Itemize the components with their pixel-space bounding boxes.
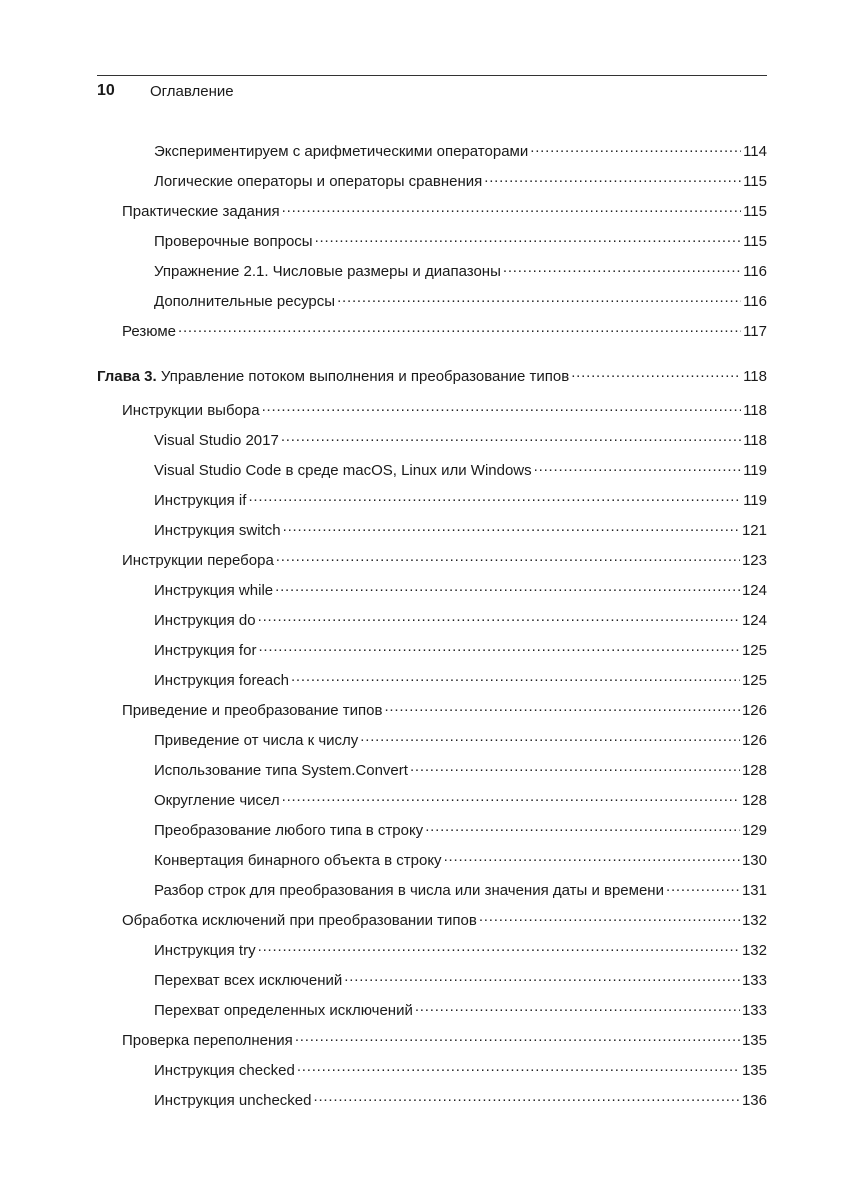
- toc-entry-title: Перехват всех исключений: [154, 972, 343, 989]
- toc-entry-title: Инструкция while: [154, 582, 274, 599]
- toc-page-number: 118: [743, 432, 767, 449]
- dot-leader: [315, 232, 741, 246]
- toc-entry-title: Резюме: [122, 323, 176, 340]
- toc-entry-title: Инструкция for: [154, 642, 257, 659]
- toc-page-number: 131: [741, 882, 767, 899]
- toc-entry-title: Дополнительные ресурсы: [154, 293, 336, 310]
- toc-entry-title: Visual Studio Code в среде macOS, Linux или Windows: [154, 462, 532, 479]
- toc-entry-title: [97, 366, 569, 388]
- dot-leader: [281, 431, 741, 445]
- dot-leader: [282, 202, 741, 216]
- dot-leader: [178, 322, 741, 336]
- toc-entry-row: [154, 850, 767, 872]
- toc-entry-title: Инструкция foreach: [154, 672, 289, 689]
- toc-entry-row: [154, 1000, 767, 1022]
- toc-page-number: 135: [741, 1032, 767, 1049]
- toc-entry-title: Перехват определенных исключений: [154, 1002, 413, 1019]
- toc-entry-row: [154, 520, 767, 542]
- dot-leader: [384, 701, 740, 715]
- toc-entry-row: [154, 261, 767, 283]
- toc-entry-title: Проверка переполнения: [122, 1032, 293, 1049]
- toc-entry-row: [122, 1030, 767, 1052]
- toc-entry-row: [154, 291, 767, 313]
- dot-leader: [291, 671, 740, 685]
- toc-entry-title: Использование типа System.Convert: [154, 762, 408, 779]
- toc-page-number: 125: [741, 672, 767, 689]
- toc-entry-title: Обработка исключений при преобразовании типов: [122, 912, 477, 929]
- toc-entry-title: Приведение от числа к числу: [154, 732, 359, 749]
- toc-page-number: 126: [741, 732, 767, 749]
- toc-page-number: 119: [743, 492, 767, 509]
- page-number: 10: [97, 82, 115, 99]
- toc-entry-title: Инструкции перебора: [122, 552, 274, 569]
- toc-entry-row: [154, 640, 767, 662]
- toc-page-number: 115: [743, 233, 767, 250]
- dot-leader: [410, 761, 740, 775]
- toc-entry-row: [154, 231, 767, 253]
- toc-page-number: 123: [741, 552, 767, 569]
- dot-leader: [337, 292, 741, 306]
- toc-page-number: 116: [743, 263, 767, 280]
- toc-entry-title: Преобразование любого типа в строку: [154, 822, 424, 839]
- header-rule: [97, 75, 767, 76]
- toc-entry-title: Инструкция unchecked: [154, 1092, 312, 1109]
- toc-entry-title: Проверочные вопросы: [154, 233, 313, 250]
- toc-page-number: 124: [741, 582, 767, 599]
- toc-page-number: 118: [743, 402, 767, 419]
- dot-leader: [425, 821, 740, 835]
- toc-entry-row: [154, 760, 767, 782]
- toc-entry-title: Visual Studio 2017: [154, 432, 279, 449]
- running-title: Оглавление: [150, 83, 234, 100]
- dot-leader: [344, 971, 740, 985]
- chapter-label: Глава 3.: [97, 368, 157, 385]
- dot-leader: [415, 1001, 740, 1015]
- dot-leader: [282, 791, 740, 805]
- dot-leader: [295, 1031, 740, 1045]
- toc-page-number: 132: [741, 912, 767, 929]
- toc-entry-row: [122, 550, 767, 572]
- toc-entry-row: [122, 700, 767, 722]
- toc-chapter-row: [97, 366, 767, 388]
- chapter-title: Управление потоком выполнения и преобразование типов: [160, 368, 570, 385]
- toc-entry-row: [154, 141, 767, 163]
- toc-entry-row: [122, 321, 767, 343]
- dot-leader: [248, 491, 741, 505]
- dot-leader: [666, 881, 740, 895]
- toc-entry-row: [154, 970, 767, 992]
- toc-entry-title: Округление чисел: [154, 792, 280, 809]
- toc-entry-row: [154, 610, 767, 632]
- toc-page-number: 136: [741, 1092, 767, 1109]
- toc-entry-title: Инструкция switch: [154, 522, 281, 539]
- dot-leader: [276, 551, 740, 565]
- dot-leader: [360, 731, 740, 745]
- toc-page-number: 115: [743, 173, 767, 190]
- dot-leader: [479, 911, 740, 925]
- toc-page-number: 132: [741, 942, 767, 959]
- toc-entry-row: [154, 820, 767, 842]
- toc-page-number: 128: [741, 792, 767, 809]
- dot-leader: [503, 262, 741, 276]
- toc-entry-title: Упражнение 2.1. Числовые размеры и диапазоны: [154, 263, 501, 280]
- toc-entry-title: Инструкция try: [154, 942, 256, 959]
- toc-page-number: 114: [743, 143, 767, 160]
- toc-entry-row: [154, 460, 767, 482]
- toc-entry-row: [154, 171, 767, 193]
- toc-entry-title: Экспериментируем с арифметическими операторами: [154, 143, 529, 160]
- toc-entry-title: Логические операторы и операторы сравнения: [154, 173, 483, 190]
- dot-leader: [258, 611, 740, 625]
- toc-page-number: 135: [741, 1062, 767, 1079]
- toc-page-number: 119: [743, 462, 767, 479]
- toc-entry-row: [154, 880, 767, 902]
- toc-entry-title: Приведение и преобразование типов: [122, 702, 383, 719]
- toc-entry-title: Практические задания: [122, 203, 280, 220]
- dot-leader: [444, 851, 740, 865]
- toc-page-number: 117: [743, 323, 767, 340]
- toc-entry-row: [122, 910, 767, 932]
- toc-entry-title: Инструкции выбора: [122, 402, 260, 419]
- toc-entry-row: [154, 670, 767, 692]
- toc-entry-row: [154, 580, 767, 602]
- toc-page-number: 130: [741, 852, 767, 869]
- toc-entry-row: [122, 400, 767, 422]
- toc-entry-title: Инструкция checked: [154, 1062, 295, 1079]
- toc-page-number: 126: [741, 702, 767, 719]
- toc-entry-row: [154, 790, 767, 812]
- toc-page-number: 128: [741, 762, 767, 779]
- dot-leader: [534, 461, 741, 475]
- dot-leader: [297, 1061, 740, 1075]
- dot-leader: [314, 1091, 740, 1105]
- dot-leader: [258, 941, 740, 955]
- toc-entry-row: [154, 430, 767, 452]
- toc-page-number: 133: [741, 972, 767, 989]
- toc-entry-row: [154, 1090, 767, 1112]
- toc-entry-title: Инструкция if: [154, 492, 247, 509]
- toc-page-number: 133: [741, 1002, 767, 1019]
- toc-page-number: 121: [741, 522, 767, 539]
- dot-leader: [258, 641, 740, 655]
- toc-entry-row: [122, 201, 767, 223]
- dot-leader: [283, 521, 740, 535]
- toc-page-number: 116: [743, 293, 767, 310]
- toc-page-number: 125: [741, 642, 767, 659]
- dot-leader: [262, 401, 742, 415]
- toc-page-number: 124: [741, 612, 767, 629]
- toc-page-number: 129: [741, 822, 767, 839]
- toc-entry-row: [154, 490, 767, 512]
- toc-entry-row: [154, 1060, 767, 1082]
- dot-leader: [571, 367, 741, 381]
- toc-page-number: 118: [743, 368, 767, 385]
- toc-entry-row: [154, 940, 767, 962]
- dot-leader: [484, 172, 741, 186]
- toc-entry-title: Разбор строк для преобразования в числа или значения даты и времени: [154, 882, 664, 899]
- dot-leader: [275, 581, 740, 595]
- toc-entry-title: Инструкция do: [154, 612, 256, 629]
- toc-entry-title: Конвертация бинарного объекта в строку: [154, 852, 442, 869]
- toc-entry-row: [154, 730, 767, 752]
- toc-page-number: 115: [743, 203, 767, 220]
- dot-leader: [530, 142, 741, 156]
